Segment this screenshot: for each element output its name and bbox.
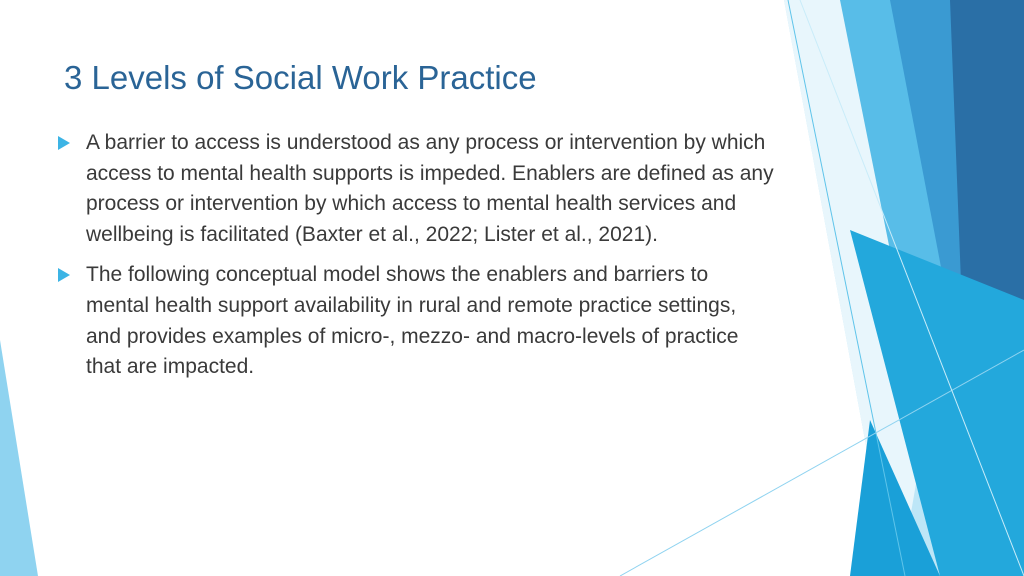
bullet-item	[56, 260, 776, 382]
left-edge-shape	[0, 340, 38, 576]
right-triangle-icon	[58, 268, 70, 282]
bullet-list	[56, 128, 776, 393]
right-triangle-icon	[58, 136, 70, 150]
bullet-text: A barrier to access is understood as any process or intervention by which access to mental health supports is impeded. Enablers are defined as any process or intervention by which access to mental health services and wellbeing is facilitated (Baxter et al., 2022; Lister et al., 2021).	[86, 131, 774, 246]
bullet-text: The following conceptual model shows the enablers and barriers to mental health support availability in rural and remote practice settings, and provides examples of micro-, mezzo- and macro-levels of practice that are impacted.	[86, 263, 739, 379]
slide-title: 3 Levels of Social Work Practice	[64, 59, 537, 96]
bullet-item	[56, 128, 776, 250]
